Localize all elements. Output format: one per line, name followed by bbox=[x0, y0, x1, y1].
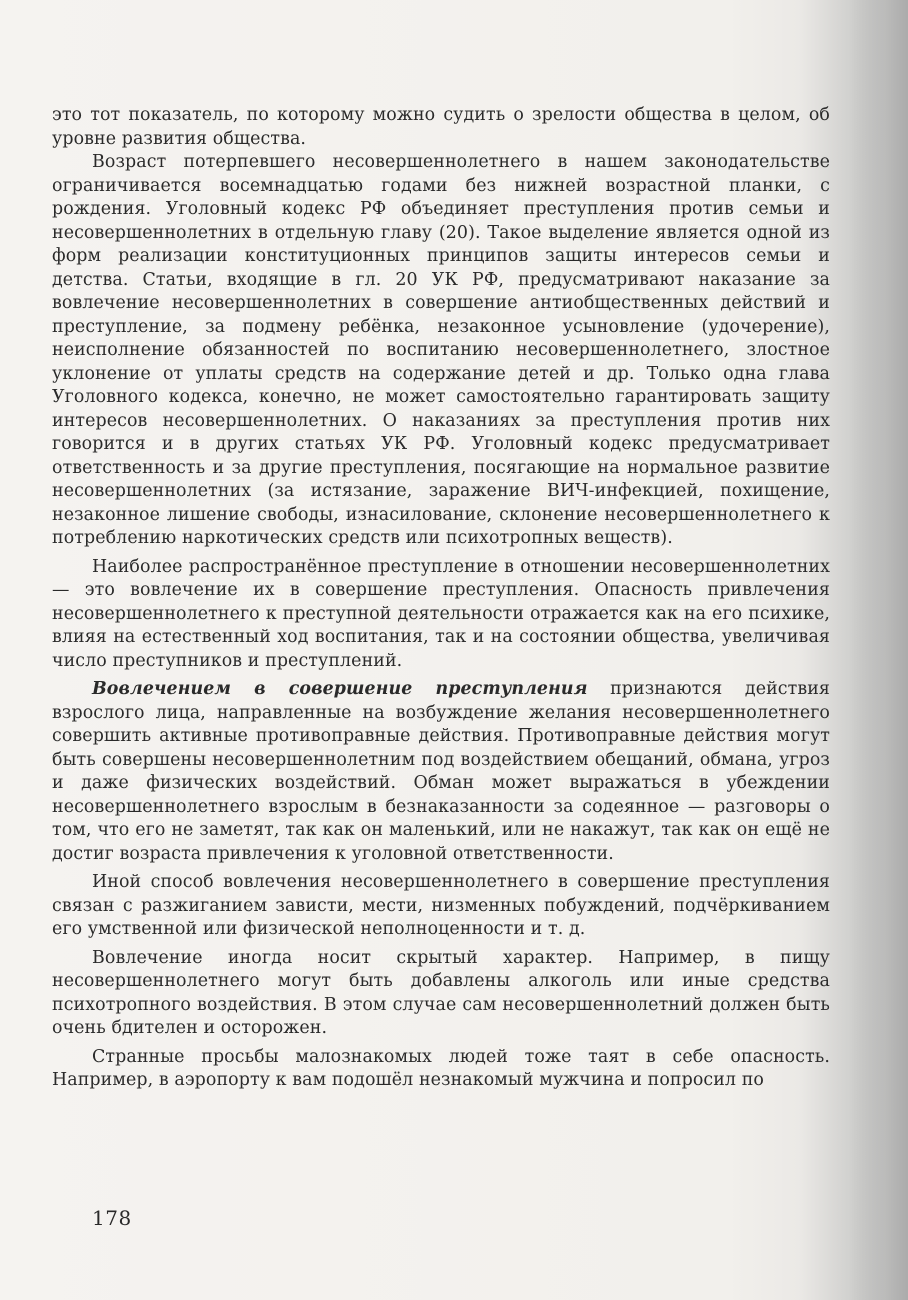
page-number: 178 bbox=[92, 1206, 132, 1230]
definition-term: Вовлечением в совершение преступления bbox=[92, 679, 588, 699]
body-text bbox=[52, 104, 830, 1093]
definition-text: признаются действия взрослого лица, направленные на возбуждение желания несовершеннолетнего совершить активные противоправные действия. Противоправные действия могут быть совершены несовершеннолетним под воздействием обещаний, обмана, угроз и даже физических воздействий. Обман может выражаться в убеждении несовершеннолетнего взрослым в безнаказанности за содеянное — разговоры о том, что его не заметят, так как он маленький, или не накажут, так как он ещё не достиг возраста привлечения к уголовной ответственности. bbox=[52, 679, 830, 864]
paragraph-other-method: Иной способ вовлечения несовершеннолетнего в совершение преступления связан с разжиганием зависти, мести, низменных побуждений, подчёркиванием его умственной или физической неполноценности и т. д. bbox=[52, 872, 830, 939]
paragraph-victim-age: Возраст потерпевшего несовершеннолетнего в нашем законодательстве ограничивается восемнадцатью годами без нижней возрастной планки, с рождения. Уголовный кодекс РФ объединяет преступления против семьи и несовершеннолетних в отдельную главу (20). Такое выделение является одной из форм реализации конституционных принципов защиты интересов семьи и детства. Статьи, входящие в гл. 20 УК РФ, предусматривают наказание за вовлечение несовершеннолетних в совершение антиобщественных действий и преступление, за подмену ребёнка, незаконное усыновление (удочерение), неисполнение обязанностей по воспитанию несовершеннолетнего, злостное уклонение от уплаты средств на содержание детей и др. Только одна глава Уголовного кодекса, конечно, не может самостоятельно гарантировать защиту интересов несовершеннолетних. О наказаниях за преступления против них говорится и в других статьях УК РФ. Уголовный кодекс предусматривает ответственность и за другие преступления, посягающие на нормальное развитие несовершеннолетних (за истязание, заражение ВИЧ-инфекцией, похищение, незаконное лишение свободы, изнасилование, склонение несовершеннолетнего к потреблению наркотических средств или психотропных веществ). bbox=[52, 152, 830, 548]
binding-shadow bbox=[850, 0, 908, 1300]
paragraph-most-common-crime: Наиболее распространённое преступление в отношении несовершеннолетних — это вовлечение их в совершение преступления. Опасность привлечения несовершеннолетнего к преступной деятельности отражается как на его психике, влияя на естественный ход воспитания, так и на состоянии общества, увеличивая число преступников и преступлений. bbox=[52, 556, 830, 671]
paragraph-involvement-definition bbox=[52, 678, 830, 866]
paragraph-strange-requests: Странные просьбы малознакомых людей тоже таят в себе опасность. Например, в аэропорту к вам подошёл незнакомый мужчина и попросил по bbox=[52, 1046, 830, 1090]
paragraph-hidden-involvement: Вовлечение иногда носит скрытый характер. Например, в пищу несовершеннолетнего могут быть добавлены алкоголь или иные средства психотропного воздействия. В этом случае сам несовершеннолетний должен быть очень бдителен и осторожен. bbox=[52, 947, 830, 1038]
paragraph-continuation: это тот показатель, по которому можно судить о зрелости общества в целом, об уровне развития общества. bbox=[52, 105, 830, 149]
